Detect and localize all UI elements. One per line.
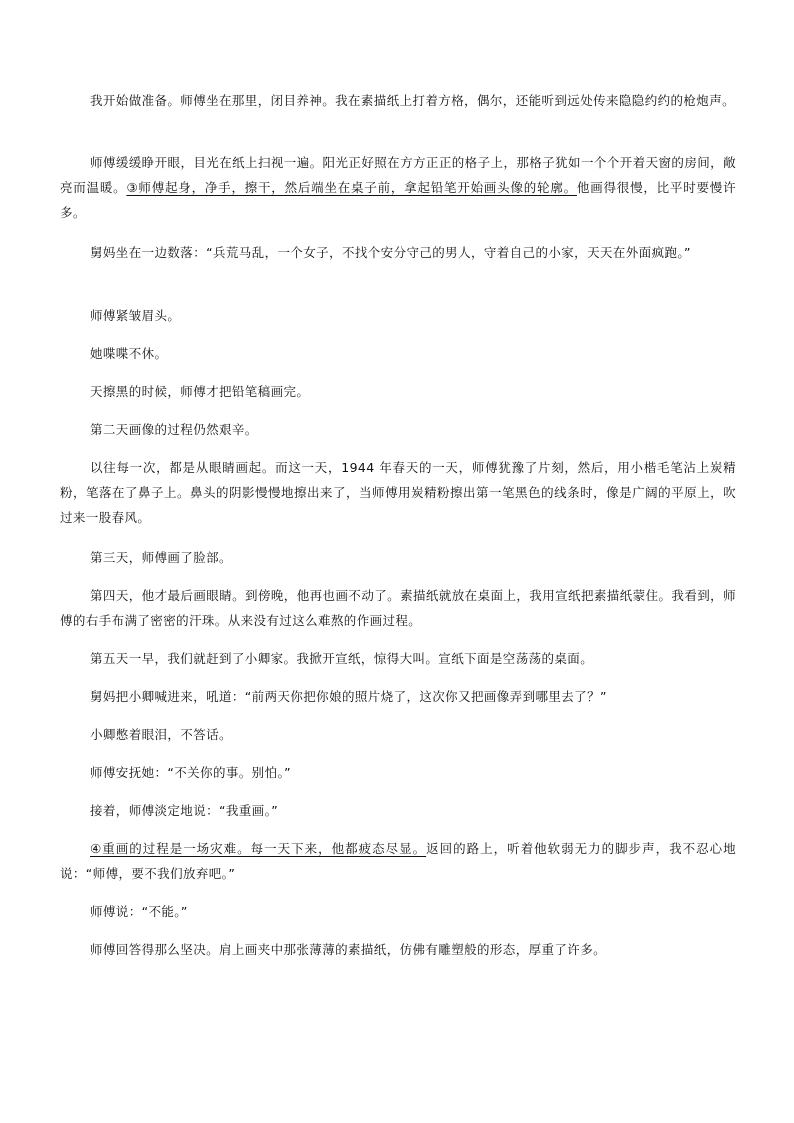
paragraph-11: [60, 646, 736, 671]
text-segment: 第三天，师傅画了脸部。: [90, 550, 232, 565]
text-segment: 返回的路上，听着他软弱无力的脚步声，我不忍心地说：“师傅，要不我们放弃吧。”: [60, 841, 737, 881]
paragraph-6: [60, 379, 736, 404]
text-segment: 接着，师傅淡定地说：“我重画。”: [90, 803, 279, 818]
paragraph-7: [60, 417, 736, 442]
paragraph-5: [60, 341, 736, 366]
text-segment: 我开始做准备。师傅坐在那里，闭目养神。我在素描纸上打着方格，偶尔，还能听到远处传来隐隐约约的枪炮声。: [90, 93, 736, 108]
paragraph-4: [60, 303, 736, 328]
paragraph-9: [60, 545, 736, 570]
paragraph-8: [60, 455, 736, 530]
paragraph-16: [60, 836, 736, 886]
text-segment: 师傅紧皱眉头。: [90, 308, 181, 323]
paragraph-15: [60, 798, 736, 823]
underlined-sentence-3: ③师傅起身，净手，擦干，然后端坐在桌子前，拿起铅笔开始画头像的轮廓。: [126, 180, 577, 195]
text-segment: 她喋喋不休。: [90, 346, 168, 361]
underlined-sentence-4: ④重画的过程是一场灾难。每一天下来，他都疲态尽显。: [90, 841, 427, 856]
paragraph-14: [60, 760, 736, 785]
text-segment: 舅妈坐在一边数落：“兵荒马乱，一个女子，不找个安分守己的男人，守着自己的小家，天天在外面疯跑。”: [90, 245, 691, 260]
text-segment: 小卿憋着眼泪，不答话。: [90, 727, 232, 742]
paragraph-1: [60, 88, 736, 113]
paragraph-10: [60, 583, 736, 633]
text-segment: 舅妈把小卿喊进来，吼道：“前两天你把你娘的照片烧了，这次你又把画像弄到哪里去了？”: [90, 689, 607, 704]
paragraph-13: [60, 722, 736, 747]
paragraph-12: [60, 684, 736, 709]
text-segment: 师傅说：“不能。”: [90, 904, 188, 919]
text-segment: 师傅缓缓睁开眼，目光在纸上扫视一遍。阳光正好照在方方正正的格子上，那格子犹如一个个开着天窗的房间，敞亮而温暖。: [60, 155, 736, 195]
text-segment: 天擦黑的时候，师傅才把铅笔稿画完。: [90, 384, 310, 399]
paragraph-3: [60, 240, 736, 265]
text-segment: 师傅安抚她：“不关你的事。别怕。”: [90, 765, 292, 780]
text-segment: 他画得很慢，比平时要慢许多。: [60, 180, 736, 220]
text-segment: 第二天画像的过程仍然艰辛。: [90, 422, 258, 437]
paragraph-2: [60, 150, 736, 225]
text-segment: 以往每一次，都是从眼睛画起。而这一天，1944 年春天的一天，师傅犹豫了片刻，然后，用小楷毛笔沾上炭精粉，笔落在了鼻子上。鼻头的阴影慢慢地擦出来了，当师傅用炭精粉擦出第一笔黑色的线条时，像是广阔的平原上，吹过来一股春风。: [60, 460, 736, 525]
text-segment: 师傅回答得那么坚决。肩上画夹中那张薄薄的素描纸，仿佛有雕塑般的形态，厚重了许多。: [90, 942, 607, 957]
paragraph-18: [60, 937, 736, 962]
paragraph-17: [60, 899, 736, 924]
text-segment: 第四天，他才最后画眼睛。到傍晚，他再也画不动了。素描纸就放在桌面上，我用宣纸把素描纸蒙住。我看到，师傅的右手布满了密密的汗珠。从来没有过这么难熬的作画过程。: [60, 588, 736, 628]
text-segment: 第五天一早，我们就赶到了小卿家。我掀开宣纸，惊得大叫。宣纸下面是空荡荡的桌面。: [90, 651, 594, 666]
